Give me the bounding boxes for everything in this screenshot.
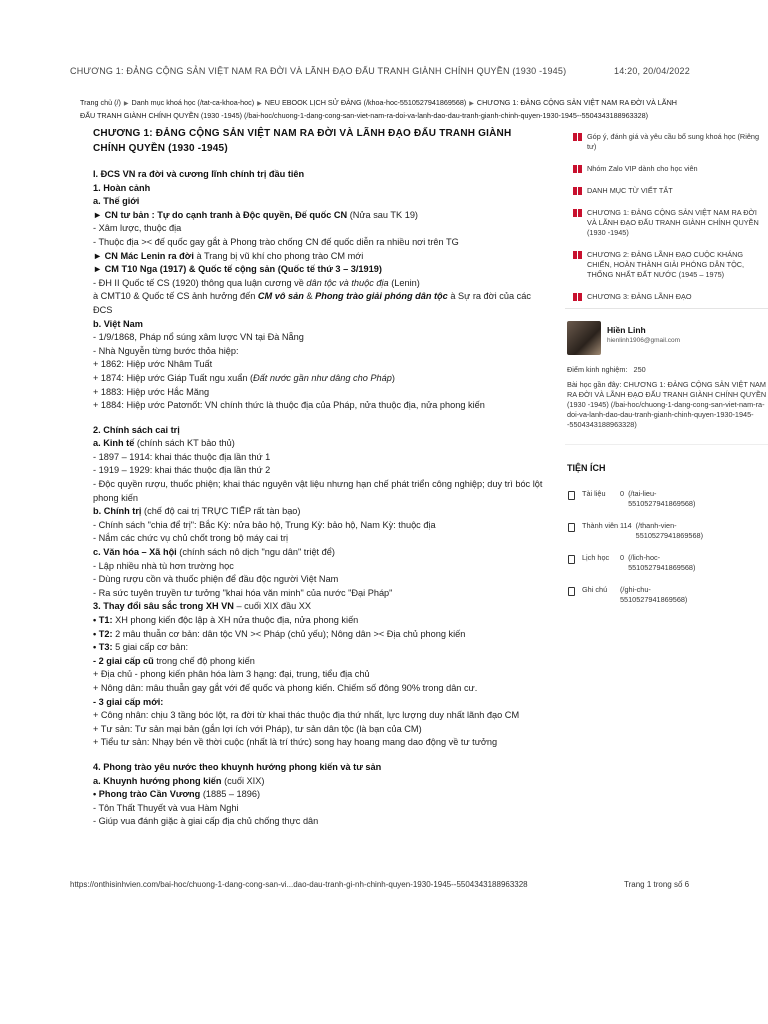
subsection-heading: a. Thế giới xyxy=(93,196,140,207)
content-line: - 1897 – 1914: khai thác thuộc địa lần thứ 1 xyxy=(93,451,271,462)
content-line: + Công nhân: chịu 3 tầng bóc lột, ra đời từ khai thác thuộc địa thứ nhất, lực lượng duy nhất lãnh đạo CM xyxy=(93,710,520,721)
content-line: - ĐH II Quốc tế CS (1920) thông qua luận cương về xyxy=(93,277,307,288)
content-line: + Tư sản: Tư sản mại bản (gắn lợi ích với Pháp), tư sản dân tộc (là bạn của CM) xyxy=(93,723,422,734)
content-line: - 1919 – 1929: khai thác thuộc địa lần thứ 2 xyxy=(93,465,271,476)
user-name[interactable]: Hiền Linh xyxy=(607,325,646,335)
recent-lesson-link[interactable]: CHƯƠNG 1: ĐẢNG CỘNG SẢN VIỆT NAM RA ĐỜI VÀ LÃNH ĐẠO ĐẤU TRANH GIÀNH CHÍNH QUYỀN (1930 -1945) (/bai-hoc/chuong-1-dang-cong-san-viet-nam-ra-doi-va-lanh-dao-dau-tranh-gianh-chinh-quyen-1930-1945--5504343188963328) xyxy=(567,380,767,429)
utility-members[interactable] xyxy=(565,515,768,547)
content-line: + Tiểu tư sản: Nhạy bén về thời cuộc (nhất là trí thức) song hay hoang mang dao động về tư tưởng xyxy=(93,737,498,748)
sidebar-link-chapter-2[interactable] xyxy=(565,244,768,286)
content-line-bold: - 3 giai cấp mới: xyxy=(93,696,164,707)
content-line: trong chế độ phong kiến xyxy=(153,655,255,666)
book-icon xyxy=(573,133,582,141)
recent-lesson xyxy=(565,378,768,436)
content-line: – cuối XIX đầu XX xyxy=(233,601,312,612)
section-heading: I. ĐCS VN ra đời và cương lĩnh chính trị đầu tiên xyxy=(93,169,305,179)
content-line-bold: ► CN Mác Lenin ra đời xyxy=(93,250,194,261)
book-icon xyxy=(573,251,582,259)
content-line: + Địa chủ - phong kiến phân hóa làm 3 hạng: đại, trung, tiểu địa chủ xyxy=(93,669,370,680)
subsection-heading: a. Khuynh hướng phong kiến xyxy=(93,775,222,786)
content-line: - Xâm lược, thuộc địa xyxy=(93,223,182,234)
chevron-right-icon: ▶ xyxy=(257,101,262,107)
breadcrumb xyxy=(80,97,700,121)
content-line: + 1862: Hiệp ước Nhâm Tuất xyxy=(93,359,213,370)
print-footer-url: https://onthisinhvien.com/bai-hoc/chuong-1-dang-cong-san-vi...dao-dau-tranh-gi-nh-chinh-quyen-1930-1945--5504343188963328 xyxy=(70,880,528,889)
document-icon xyxy=(567,491,576,500)
content-line-bold: • Phong trào Cần Vương xyxy=(93,789,201,800)
sidebar-link-label: DANH MỤC TỪ VIẾT TẮT xyxy=(587,186,673,195)
book-icon xyxy=(573,293,582,301)
calendar-icon xyxy=(567,555,576,564)
subsection-heading: c. Văn hóa – Xã hội xyxy=(93,547,177,558)
content-line: à Trang bị vũ khí cho phong trào CM mới xyxy=(193,250,364,261)
content-line: - Chính sách "chia để trị": Bắc Kỳ: nửa bảo hộ, Trung Kỳ: bảo hộ, Nam Kỳ: thuộc địa xyxy=(93,519,436,530)
content-line: - Thuộc địa >< đế quốc gay gắt à Phong trào chống CN đế quốc diễn ra nhiều nơi trên TG xyxy=(93,236,459,247)
content-line: (Lenin) xyxy=(388,277,420,288)
content-line: à Sự ra đời của các ĐCS xyxy=(93,291,531,315)
experience-label: Điểm kinh nghiệm: xyxy=(567,365,628,374)
content-line: (cuối XIX) xyxy=(221,775,265,786)
utility-link: (/tai-lieu-5510527941869568) xyxy=(628,489,696,508)
content-line-bold: • T1: xyxy=(93,615,113,625)
content-line: + 1874: Hiệp ước Giáp Tuất ngu xuẩn ( xyxy=(93,372,254,383)
sidebar-link-feedback[interactable] xyxy=(565,126,768,158)
sidebar-link-label: Nhóm Zalo VIP dành cho học viên xyxy=(587,164,698,173)
sidebar-link-label: Góp ý, đánh giá và yêu cầu bổ sung khoá học (Riêng tư) xyxy=(587,132,759,151)
lesson-content xyxy=(93,126,547,829)
utility-documents[interactable] xyxy=(565,483,768,515)
subsection-heading: a. Kinh tế xyxy=(93,438,135,449)
sidebar-link-label: CHƯƠNG 2: ĐẢNG LÃNH ĐẠO CUỘC KHÁNG CHIẾN, HOÀN THÀNH GIẢI PHÓNG DÂN TỘC, THỐNG NHẤT ĐẤT NƯỚC (1945 – 1975) xyxy=(587,250,745,279)
breadcrumb-catalog[interactable]: Danh mục khoá học (/tat-ca-khoa-hoc) xyxy=(131,98,255,107)
utility-label: Ghi chú xyxy=(582,585,608,594)
sidebar-link-chapter-1[interactable] xyxy=(565,202,768,244)
subsection-heading: 1. Hoàn cảnh xyxy=(93,182,151,193)
content-line: 2 mâu thuẫn cơ bản: dân tộc VN >< Pháp (chủ yếu); Nông dân >< Địa chủ phong kiến xyxy=(112,628,466,639)
utility-schedule[interactable] xyxy=(565,547,768,579)
content-line: & xyxy=(303,291,316,302)
content-line: - Tôn Thất Thuyết và vua Hàm Nghi xyxy=(93,802,239,813)
content-line-bold-italic: CM vô sản xyxy=(257,291,304,302)
breadcrumb-lesson-continuation[interactable]: ĐẤU TRANH GIÀNH CHÍNH QUYỀN (1930 -1945) (/bai-hoc/chuong-1-dang-cong-san-viet-nam-ra-doi-va-lanh-dao-dau-tranh-gianh-chinh-quyen-1930-1945--5504343188963328) xyxy=(80,111,648,120)
print-footer-page: Trang 1 trong số 6 xyxy=(624,880,690,889)
subsection-heading: b. Chính trị xyxy=(93,506,142,517)
lesson-title: CHƯƠNG 1: ĐẢNG CỘNG SẢN VIỆT NAM RA ĐỜI VÀ LÃNH ĐẠO ĐẤU TRANH GIÀNH CHÍNH QUYỀN (1930 -1945) xyxy=(93,128,512,154)
recent-lesson-label: Bài học gần đây: xyxy=(567,380,622,389)
sidebar-link-label: CHƯƠNG 1: ĐẢNG CỘNG SẢN VIỆT NAM RA ĐỜI VÀ LÃNH ĐẠO ĐẤU TRANH GIÀNH CHÍNH QUYỀN (1930 -1945) xyxy=(587,208,759,237)
book-icon xyxy=(573,209,582,217)
content-line: (Nửa sau TK 19) xyxy=(347,209,418,220)
subsection-heading: b. Việt Nam xyxy=(93,318,143,329)
content-line: (1885 – 1896) xyxy=(200,789,261,800)
breadcrumb-lesson[interactable]: CHƯƠNG 1: ĐẢNG CỘNG SẢN VIỆT NAM RA ĐỜI VÀ LÃNH xyxy=(476,98,677,107)
utility-count: 0 xyxy=(620,553,625,562)
content-line: à CMT10 & Quốc tế CS ảnh hưởng đến xyxy=(93,291,258,302)
sidebar xyxy=(565,126,768,611)
content-line: ) xyxy=(391,372,395,383)
print-header-title: CHƯƠNG 1: ĐẢNG CỘNG SẢN VIỆT NAM RA ĐỜI VÀ LÃNH ĐẠO ĐẤU TRANH GIÀNH CHÍNH QUYỀN (1930 -1945) xyxy=(70,66,567,76)
utility-label: Tài liệu xyxy=(582,489,606,498)
content-line-bold: - 2 giai cấp cũ xyxy=(93,655,154,666)
book-icon xyxy=(573,165,582,173)
content-line: - Độc quyền rượu, thuốc phiện; khai thác nguyên vật liệu nhưng hạn chế phát triển công nghiệp; duy trì bóc lột phong kiến xyxy=(93,479,543,503)
content-line-italic: Đất nước gần như dâng cho Pháp xyxy=(253,372,392,383)
content-line: + 1883: Hiệp ước Hắc Măng xyxy=(93,386,210,397)
utility-count: 0 xyxy=(620,489,625,498)
user-email: hienlinh1906@gmail.com xyxy=(607,337,681,344)
section-heading: 4. Phong trào yêu nước theo khuynh hướng phong kiến và tư sản xyxy=(93,761,382,772)
utility-link: (/lich-hoc-5510527941869568) xyxy=(628,553,696,572)
avatar[interactable] xyxy=(567,321,601,355)
utility-label: Lịch học xyxy=(582,553,610,562)
utility-link: (/thanh-vien-5510527941869568) xyxy=(635,521,704,540)
content-line: - Nhà Nguyễn từng bước thỏa hiệp: xyxy=(93,345,239,356)
experience-value: 250 xyxy=(633,365,646,374)
content-line-bold: • T3: xyxy=(93,642,113,653)
section-heading: 2. Chính sách cai trị xyxy=(93,424,180,435)
utility-link: (/ghi-chu-5510527941869568) xyxy=(620,585,688,604)
content-line-bold: ► CN tư bản : Tự do cạnh tranh à Độc quyền, Đế quốc CN xyxy=(93,209,348,220)
content-line: - Ra sức tuyên truyền tư tưởng "khai hóa văn minh" của nước "Đại Pháp" xyxy=(93,587,393,598)
section-heading: 3. Thay đổi sâu sắc trong XH VN xyxy=(93,601,234,612)
sidebar-link-zalo[interactable] xyxy=(565,158,768,180)
experience-points xyxy=(565,361,768,378)
sidebar-link-chapter-3[interactable] xyxy=(565,286,768,308)
breadcrumb-home[interactable]: Trang chủ (/) xyxy=(80,98,121,107)
user-card xyxy=(565,309,768,361)
content-line-italic: dân tộc và thuộc địa xyxy=(306,277,389,288)
utility-label: Thành viên xyxy=(582,521,619,530)
content-line: - Dùng rượu cồn và thuốc phiện để đầu độc người Việt Nam xyxy=(93,574,339,585)
utility-count: 114 xyxy=(620,521,632,530)
content-line: (chính sách KT bảo thủ) xyxy=(134,438,235,449)
chevron-right-icon: ▶ xyxy=(123,101,129,107)
utilities-title: TIỆN ÍCH xyxy=(565,444,768,483)
content-line-bold: ► CM T10 Nga (1917) & Quốc tế cộng sản (Quốc tế thứ 3 – 3/1919) xyxy=(93,264,382,275)
content-line: XH phong kiến độc lập à XH nửa thuộc địa, nửa phong kiến xyxy=(112,615,359,625)
content-line: + Nông dân: mâu thuẫn gay gắt với đế quốc và phong kiến. Chiếm số đông 90% trong dân cư. xyxy=(93,682,478,693)
content-line: (chính sách nô dịch "ngu dân" triệt để) xyxy=(176,547,335,558)
chevron-right-icon: ▶ xyxy=(469,101,474,107)
content-line: (chế độ cai trị TRỰC TIẾP rất tàn bạo) xyxy=(141,506,301,517)
content-line: - 1/9/1868, Pháp nổ súng xâm lược VN tại Đà Nẵng xyxy=(93,332,304,343)
book-icon xyxy=(573,187,582,195)
content-line: - Nắm các chức vụ chủ chốt trong bộ máy cai trị xyxy=(93,533,289,544)
sidebar-link-abbreviations[interactable] xyxy=(565,180,768,202)
content-line-bold-italic: Phong trào giải phóng dân tộc xyxy=(315,291,448,302)
print-header-datetime: 14:20, 20/04/2022 xyxy=(614,66,690,76)
content-line: - Giúp vua đánh giặc à giai cấp địa chủ chống thực dân xyxy=(93,816,319,827)
note-icon xyxy=(567,587,576,596)
sidebar-link-label: CHƯƠNG 3: ĐẢNG LÃNH ĐẠO xyxy=(587,292,692,301)
sidebar-links xyxy=(565,126,768,309)
content-line: 5 giai cấp cơ bản: xyxy=(112,642,189,653)
members-icon xyxy=(567,523,576,532)
content-line: - Lập nhiều nhà tù hơn trường học xyxy=(93,560,234,571)
content-line: + 1884: Hiệp ước Patơnốt: VN chính thức là thuộc địa của Pháp, nửa thuộc địa, nửa phong kiến xyxy=(93,400,485,411)
utility-notes[interactable] xyxy=(565,579,768,611)
breadcrumb-course[interactable]: NEU EBOOK LỊCH SỬ ĐẢNG (/khoa-hoc-5510527941869568) xyxy=(264,98,467,107)
content-line-bold: • T2: xyxy=(93,628,113,639)
